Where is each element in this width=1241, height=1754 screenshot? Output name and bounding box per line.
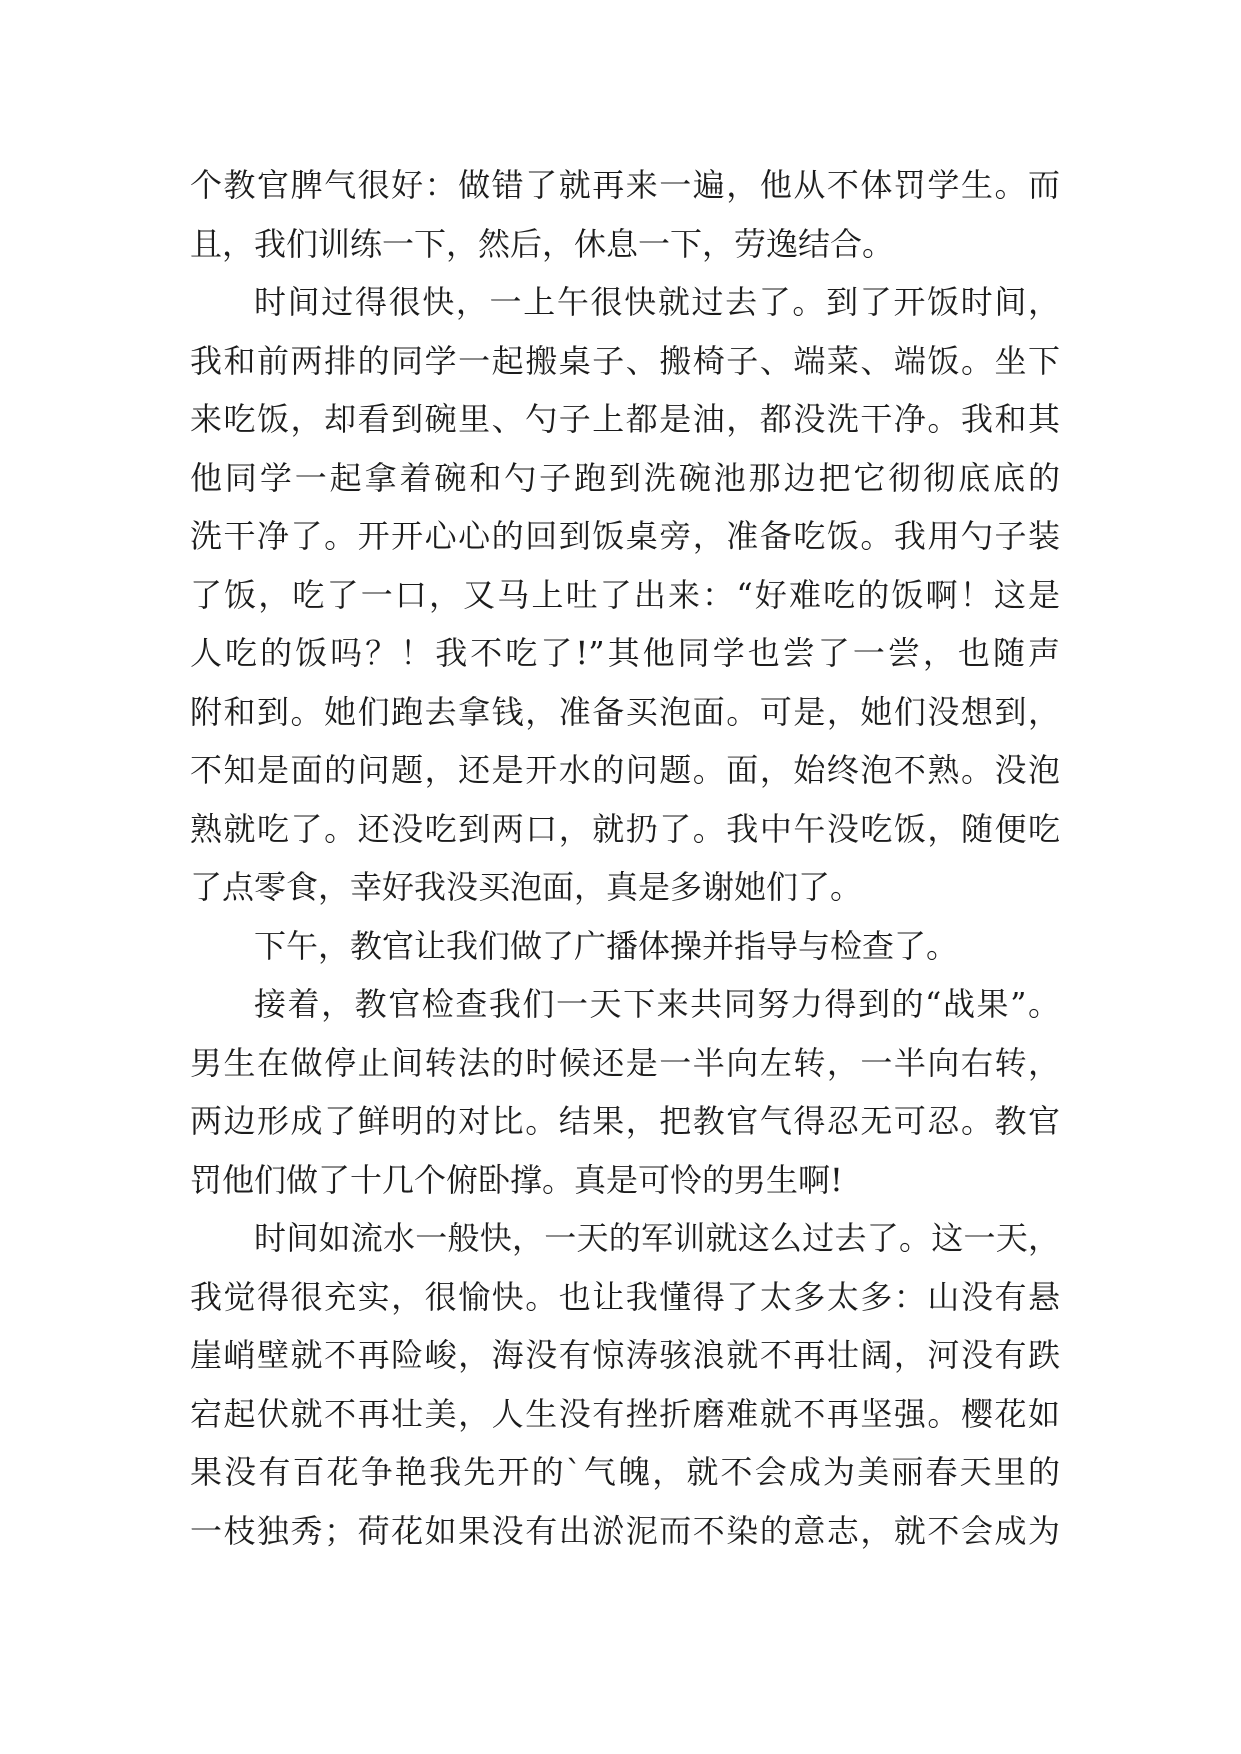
text-line: 来吃饭，却看到碗里、勺子上都是油，都没洗干净。我和其 [190,400,1060,438]
text-line: 我觉得很充实，很愉快。也让我懂得了太多太多：山没有悬 [190,1277,1060,1316]
text-line: 罚他们做了十几个俯卧撑。真是可怜的男生啊! [190,1160,843,1199]
text-line: 一枝独秀；荷花如果没有出淤泥而不染的意志，就不会成为 [190,1511,1060,1550]
text-line: 个教官脾气很好：做错了就再来一遍，他从不体罚学生。而 [190,166,1060,204]
text-line: 人吃的饭吗？！我不吃了!”其他同学也尝了一尝，也随声 [190,634,1060,672]
text-line: 两边形成了鲜明的对比。结果，把教官气得忍无可忍。教官 [190,1102,1060,1140]
text-line: 时间过得很快，一上午很快就过去了。到了开饭时间， [254,283,1060,321]
text-line: 宕起伏就不再壮美，人生没有挫折磨难就不再坚强。樱花如 [190,1394,1060,1433]
text-line: 下午，教官让我们做了广播体操并指导与检查了。 [254,926,959,965]
text-line: 了点零食，幸好我没买泡面，真是多谢她们了。 [190,868,863,906]
text-line: 不知是面的问题，还是开水的问题。面，始终泡不熟。没泡 [190,751,1060,789]
text-line: 且，我们训练一下，然后，休息一下，劳逸结合。 [190,224,895,263]
body-text [190,156,1060,1560]
text-line: 崖峭壁就不再险峻，海没有惊涛骇浪就不再壮阔，河没有跌 [190,1336,1060,1374]
text-line: 熟就吃了。还没吃到两口，就扔了。我中午没吃饭，随便吃 [190,809,1060,848]
text-line: 时间如流水一般快，一天的军训就这么过去了。这一天， [254,1219,1060,1257]
text-line: 附和到。她们跑去拿钱，准备买泡面。可是，她们没想到， [190,692,1060,731]
text-line: 男生在做停止间转法的时候还是一半向左转，一半向右转， [190,1043,1060,1082]
text-line: 他同学一起拿着碗和勺子跑到洗碗池那边把它彻彻底底的 [190,458,1060,497]
text-line: 我和前两排的同学一起搬桌子、搬椅子、端菜、端饭。坐下 [190,341,1060,380]
text-line: 了饭，吃了一口，又马上吐了出来：“好难吃的饭啊！这是 [190,575,1060,614]
text-line: 果没有百花争艳我先开的`气魄，就不会成为美丽春天里的 [190,1453,1060,1491]
text-line: 洗干净了。开开心心的回到饭桌旁，准备吃饭。我用勺子装 [190,517,1060,555]
text-line: 接着，教官检查我们一天下来共同努力得到的“战果”。 [254,985,1060,1023]
